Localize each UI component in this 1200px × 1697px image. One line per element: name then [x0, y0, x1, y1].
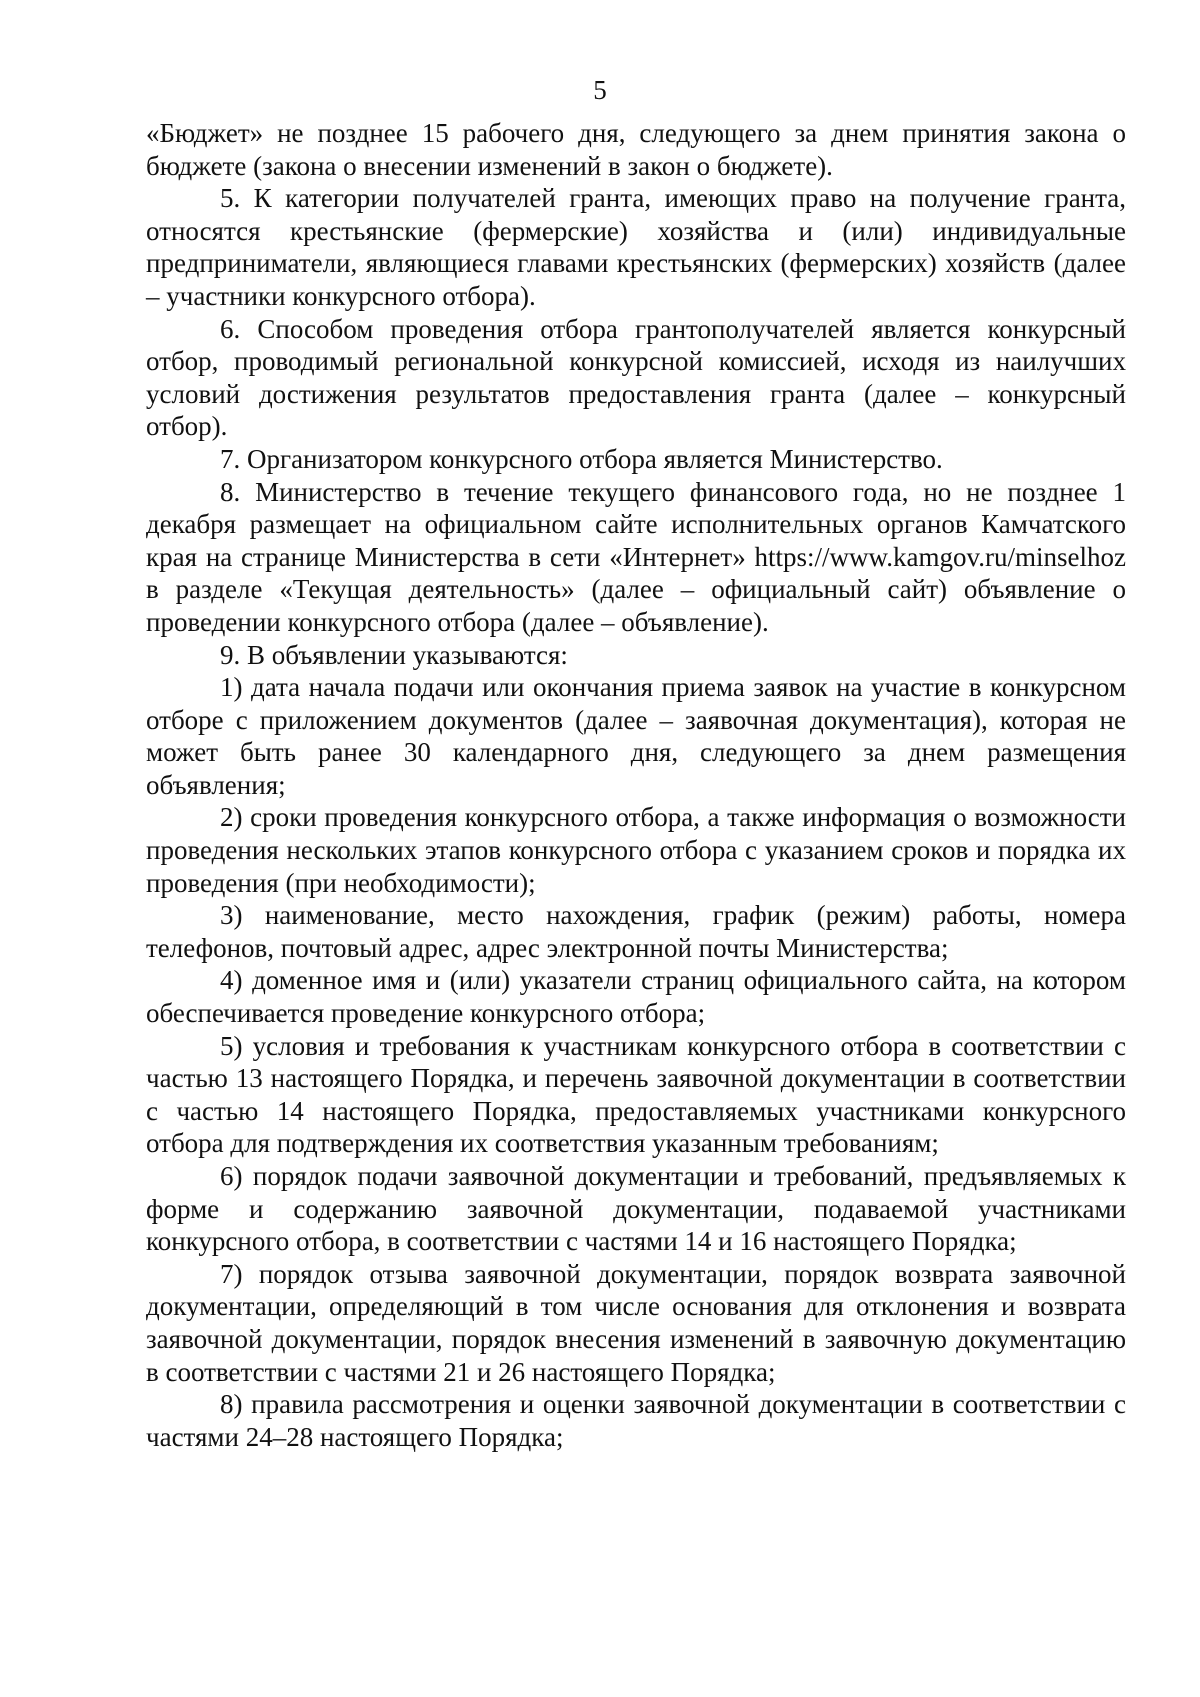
list-item-9-8: 8) правила рассмотрения и оценки заявочной документации в соответствии с частями 24–28 настоящего Порядка;: [146, 1389, 1126, 1452]
list-item-9-1: 1) дата начала подачи или окончания приема заявок на участие в конкурсном отборе с приложением документов (далее – заявочная документация), которая не может быть ранее 30 календарного дня, следующего за днем размещения объявления;: [146, 672, 1126, 800]
list-item-9-5: 5) условия и требования к участникам конкурсного отбора в соответствии с частью 13 настоящего Порядка, и перечень заявочной документации в соответствии с частью 14 настоящего Порядка, предоставляемых участниками конкурсного отбора для подтверждения их соответствия указанным требованиям;: [146, 1030, 1126, 1159]
paragraph-item-9: 9. В объявлении указываются:: [220, 639, 568, 670]
paragraph-item-6: 6. Способом проведения отбора грантополучателей является конкурсный отбор, проводимый региональной конкурсной комиссией, исходя из наилучших условий достижения результатов предоставления гранта (далее – конкурсный отбор).: [146, 313, 1126, 442]
paragraph-item-5: 5. К категории получателей гранта, имеющих право на получение гранта, относятся крестьянские (фермерские) хозяйства и (или) индивидуальные предприниматели, являющиеся главами крестьянских (фермерских) хозяйств (далее – участники конкурсного отбора).: [146, 183, 1126, 311]
document-body: [146, 117, 1126, 1453]
list-item-9-3: 3) наименование, место нахождения, график (режим) работы, номера телефонов, почтовый адрес, адрес электронной почты Министерства;: [146, 900, 1126, 963]
paragraph-item-7: 7. Организатором конкурсного отбора является Министерство.: [220, 443, 943, 474]
list-item-9-7: 7) порядок отзыва заявочной документации, порядок возврата заявочной документации, определяющий в том числе основания для отклонения и возврата заявочной документации, порядок внесения изменений в заявочную документацию в соответствии с частями 21 и 26 настоящего Порядка;: [146, 1258, 1126, 1387]
paragraph-item-8: 8. Министерство в течение текущего финансового года, но не позднее 1 декабря размещает на официальном сайте исполнительных органов Камчатского края на странице Министерства в сети «Интернет» https://www.kamgov.ru/minselhoz в разделе «Текущая деятельность» (далее – официальный сайт) объявление о проведении конкурсного отбора (далее – объявление).: [146, 476, 1126, 637]
page-number: 5: [593, 75, 607, 105]
paragraph-continuation: «Бюджет» не позднее 15 рабочего дня, следующего за днем принятия закона о бюджете (закона о внесении изменений в закон о бюджете).: [146, 118, 1126, 181]
list-item-9-4: 4) доменное имя и (или) указатели страниц официального сайта, на котором обеспечивается проведение конкурсного отбора;: [146, 965, 1126, 1029]
list-item-9-2: 2) сроки проведения конкурсного отбора, а также информация о возможности проведения нескольких этапов конкурсного отбора с указанием сроков и порядка их проведения (при необходимости);: [146, 802, 1126, 898]
list-item-9-6: 6) порядок подачи заявочной документации и требований, предъявляемых к форме и содержанию заявочной документации, подаваемой участниками конкурсного отбора, в соответствии с частями 14 и 16 настоящего Порядка;: [146, 1161, 1126, 1257]
